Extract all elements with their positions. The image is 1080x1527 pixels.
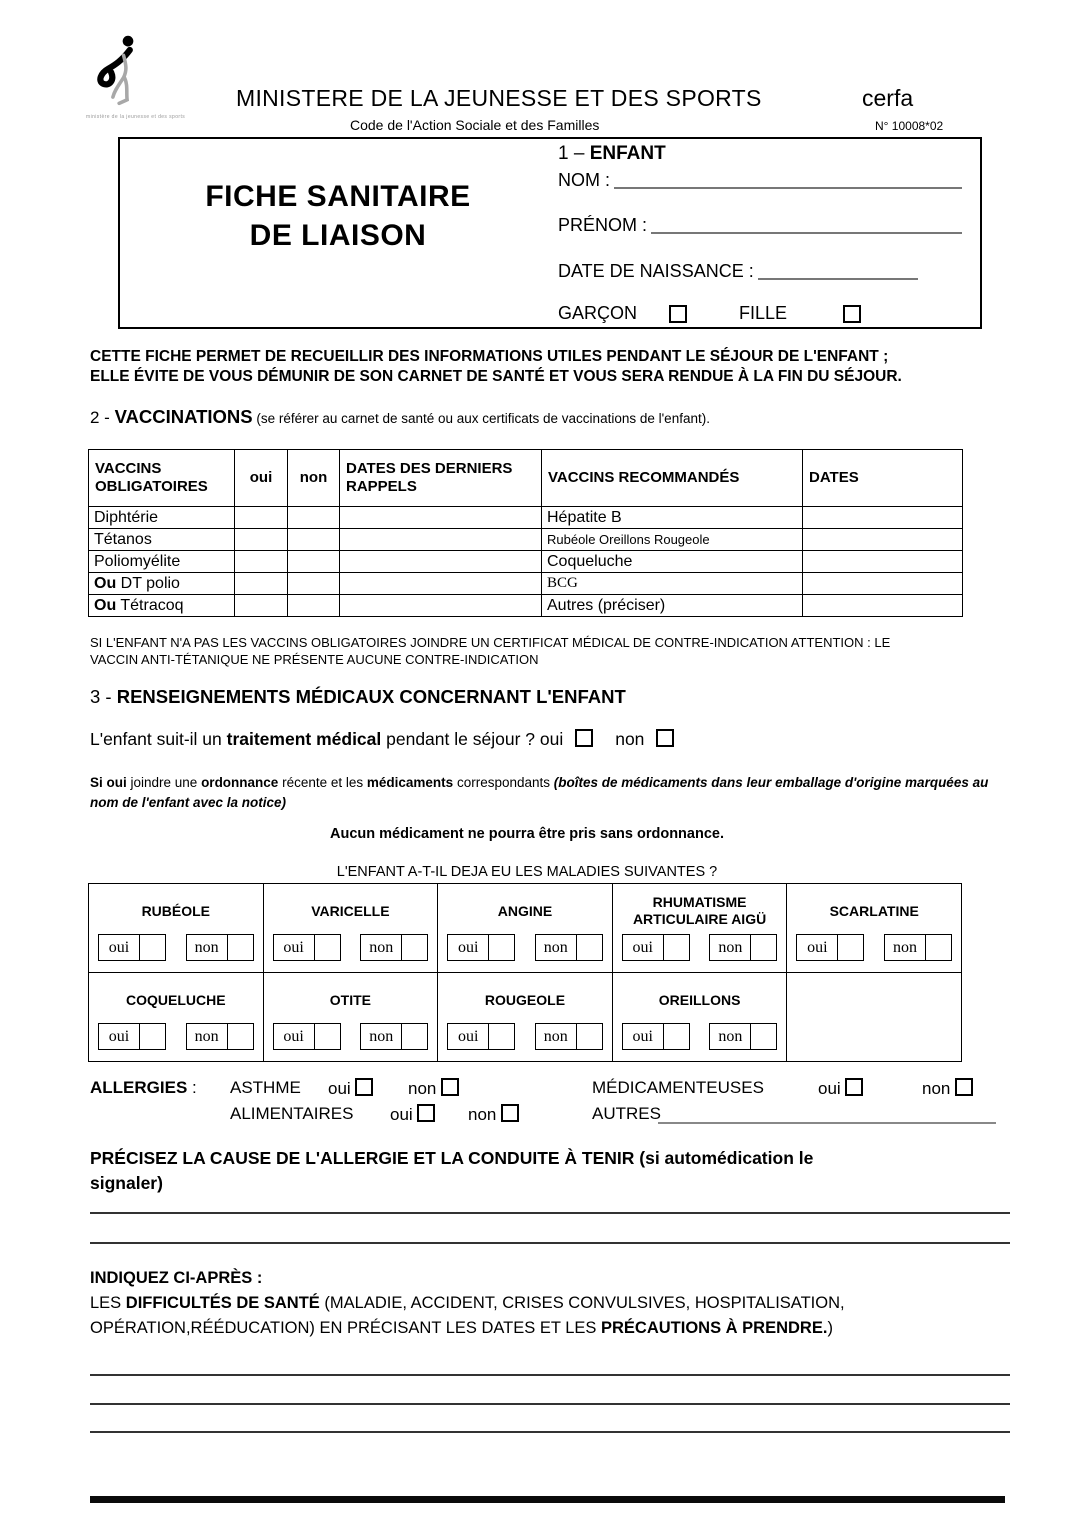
- q-bold: traitement médical: [226, 729, 382, 749]
- date-naissance-label: DATE DE NAISSANCE :: [558, 261, 754, 281]
- oui-box[interactable]: [140, 935, 165, 960]
- non-label: non: [361, 1024, 402, 1049]
- maladie-label: RHUMATISME ARTICULAIRE AIGÜ: [632, 894, 767, 927]
- vacc-name: [89, 573, 235, 595]
- alimentaires-non: [468, 1104, 519, 1125]
- oui-label: oui: [390, 1105, 413, 1124]
- non-box[interactable]: [228, 935, 253, 960]
- vacc-label: DT polio: [116, 574, 180, 592]
- ou-prefix: Ou: [94, 574, 117, 592]
- maladie-cell-coqueluche: [89, 973, 264, 1062]
- allergies-bold: ALLERGIES: [90, 1078, 188, 1097]
- enfant-box: [118, 137, 982, 329]
- ou-prefix: Ou: [94, 596, 117, 614]
- vacc-label: Tétracoq: [116, 596, 184, 614]
- maladie-label: OTITE: [329, 991, 371, 1008]
- non-label: non: [187, 935, 228, 960]
- vacc-non-cell[interactable]: [288, 529, 340, 551]
- non-widget[interactable]: [360, 934, 428, 961]
- vacc-rappel-cell[interactable]: [340, 573, 542, 595]
- non-box[interactable]: [402, 1024, 427, 1049]
- form-title: [128, 177, 548, 255]
- intro-line1: CETTE FICHE PERMET DE RECUEILLIR DES INFORMATIONS UTILES PENDANT LE SÉJOUR DE L'ENFANT ;: [90, 348, 889, 365]
- nom-field: [558, 170, 962, 191]
- si-oui-paragraph: [90, 773, 1000, 813]
- maladies-question: L'ENFANT A-T-IL DEJA EU LES MALADIES SUIVANTES ?: [336, 864, 718, 880]
- maladies-table: [88, 883, 962, 1062]
- non-label: non: [710, 1024, 751, 1049]
- non-box[interactable]: [228, 1024, 253, 1049]
- non-label: non: [361, 935, 402, 960]
- vacc-oui-cell[interactable]: [235, 573, 288, 595]
- oui-label: oui: [623, 935, 664, 960]
- medicamenteuses-label: MÉDICAMENTEUSES: [592, 1078, 764, 1097]
- vacc-non-cell[interactable]: [288, 551, 340, 573]
- alimentaires-oui: [390, 1104, 435, 1125]
- warning-line1: SI L'ENFANT N'A PAS LES VACCINS OBLIGATOIRES JOINDRE UN CERTIFICAT MÉDICAL DE CONTRE-INDICATION ATTENTION : LE: [90, 635, 891, 650]
- maladie-cell-oreillons: [612, 973, 787, 1062]
- indiquez-line1: [90, 1266, 1030, 1291]
- asthme-label: ASTHME: [230, 1078, 301, 1097]
- q-text: L'enfant suit-il un: [90, 729, 227, 749]
- fille-checkbox[interactable]: [843, 305, 861, 323]
- vacc-name: [89, 507, 235, 529]
- allergies-line1: [90, 1078, 1025, 1102]
- ministry-title: MINISTERE DE LA JEUNESSE ET DES SPORTS: [236, 85, 762, 111]
- vacc-oui-cell[interactable]: [235, 529, 288, 551]
- write-line[interactable]: [90, 1403, 1010, 1405]
- oui-box[interactable]: [489, 935, 514, 960]
- fille-label: FILLE: [739, 303, 788, 323]
- date-naissance-field: [558, 261, 962, 282]
- vacc-non-cell[interactable]: [288, 507, 340, 529]
- col-oui: oui: [235, 450, 288, 507]
- maladie-label: OREILLONS: [658, 991, 741, 1008]
- oui-label: oui: [623, 1024, 664, 1049]
- vacc-reco-date-cell[interactable]: [803, 507, 963, 529]
- ministry-logo-icon: [90, 34, 150, 114]
- section3-heading: [90, 686, 626, 708]
- vacc-row-dtpolio: [89, 573, 963, 595]
- precisez-heading: [90, 1146, 1020, 1196]
- gender-row: [558, 303, 861, 324]
- indiquez-line3: [90, 1316, 1030, 1341]
- oui-label: oui: [328, 1079, 351, 1098]
- code-subtitle: Code de l'Action Sociale et des Familles: [350, 117, 600, 133]
- col-dates: DATES: [803, 450, 963, 507]
- maladie-label: SCARLATINE: [829, 902, 919, 919]
- prenom-input[interactable]: [651, 232, 962, 234]
- col-vaccins-recommandes: VACCINS RECOMMANDÉS: [542, 450, 803, 507]
- vacc-oui-cell[interactable]: [235, 507, 288, 529]
- non-box[interactable]: [926, 935, 951, 960]
- vacc-name: [89, 529, 235, 551]
- cerfa-number: N° 10008*02: [875, 119, 944, 133]
- maladie-cell-rhumatisme: [612, 884, 787, 973]
- oui-box[interactable]: [140, 1024, 165, 1049]
- vacc-reco: Hépatite B: [542, 507, 803, 529]
- oui-widget[interactable]: [98, 1023, 166, 1050]
- nom-label: NOM :: [558, 170, 610, 190]
- oui-label: oui: [448, 935, 489, 960]
- vacc-rappel-cell[interactable]: [340, 551, 542, 573]
- maladie-label: VARICELLE: [311, 902, 390, 919]
- oui-widget[interactable]: [447, 1023, 515, 1050]
- traitement-question: [90, 729, 674, 750]
- vacc-non-cell[interactable]: [288, 573, 340, 595]
- maladies-row1: [89, 884, 962, 973]
- intro-line2: ELLE ÉVITE DE VOUS DÉMUNIR DE SON CARNET DE SANTÉ ET VOUS SERA RENDUE À LA FIN DU SÉJOUR.: [90, 368, 902, 385]
- maladie-cell-angine: [438, 884, 613, 973]
- logo-caption: ministère de la jeunesse et des sports: [86, 114, 186, 120]
- section3-label: RENSEIGNEMENTS MÉDICAUX CONCERNANT L'ENFANT: [116, 686, 626, 707]
- non-widget[interactable]: [709, 934, 777, 961]
- col-dates-rappels: DATES DES DERNIERS RAPPELS: [340, 450, 542, 507]
- precautions-bold: PRÉCAUTIONS À PRENDRE.: [601, 1319, 828, 1337]
- non-label: non: [536, 1024, 577, 1049]
- garcon-checkbox[interactable]: [669, 305, 687, 323]
- medicamenteuses-non-checkbox[interactable]: [955, 1078, 973, 1096]
- oui-box[interactable]: [489, 1024, 514, 1049]
- oui-widget[interactable]: [622, 1023, 690, 1050]
- autres-input[interactable]: [658, 1122, 996, 1124]
- asthme-oui-checkbox[interactable]: [355, 1078, 373, 1096]
- indiquez-bold: INDIQUEZ CI-APRÈS :: [90, 1269, 263, 1287]
- non-label: non: [536, 935, 577, 960]
- allergies-title: [90, 1078, 197, 1098]
- oui-widget[interactable]: [273, 1023, 341, 1050]
- allergies-line2: [90, 1104, 1025, 1128]
- non-box[interactable]: [577, 935, 602, 960]
- vacc-name: [89, 595, 235, 617]
- vacc-oui-cell[interactable]: [235, 551, 288, 573]
- non-widget[interactable]: [884, 934, 952, 961]
- non-label: non: [408, 1079, 437, 1098]
- non-widget[interactable]: [535, 1023, 603, 1050]
- colon: :: [187, 1078, 197, 1097]
- oui-label: oui: [99, 935, 140, 960]
- non-box[interactable]: [751, 935, 776, 960]
- non-label: non: [187, 1024, 228, 1049]
- section3-number: 3 -: [90, 686, 117, 707]
- vacc-reco: BCG: [542, 573, 803, 595]
- section2-label: VACCINATIONS: [114, 406, 253, 427]
- oui-widget[interactable]: [447, 934, 515, 961]
- non-label: non: [710, 935, 751, 960]
- vacc-row-tetanos: [89, 529, 963, 551]
- asthme-non-checkbox[interactable]: [441, 1078, 459, 1096]
- vacc-reco: Coqueluche: [542, 551, 803, 573]
- maladie-label: ROUGEOLE: [484, 991, 566, 1008]
- oui-widget[interactable]: [622, 934, 690, 961]
- oui-widget[interactable]: [796, 934, 864, 961]
- precisez-line1: PRÉCISEZ LA CAUSE DE L'ALLERGIE ET LA CONDUITE À TENIR (si automédication le: [90, 1148, 814, 1168]
- maladie-label: ANGINE: [497, 902, 553, 919]
- seg: (MALADIE, ACCIDENT, CRISES CONVULSIVES, HOSPITALISATION,: [319, 1294, 845, 1312]
- autres-label: AUTRES: [592, 1104, 661, 1123]
- col-vaccins-obligatoires: VACCINS OBLIGATOIRES: [89, 450, 235, 507]
- vaccinations-table: [88, 449, 963, 617]
- garcon-label: GARÇON: [558, 303, 638, 323]
- form-title-line1: FICHE SANITAIRE: [205, 180, 471, 213]
- vacc-name: [89, 551, 235, 573]
- intro-paragraph: [90, 347, 1030, 387]
- vacc-rappel-cell[interactable]: [340, 507, 542, 529]
- non-box[interactable]: [751, 1024, 776, 1049]
- vacc-non-cell[interactable]: [288, 595, 340, 617]
- medicamenteuses-oui: [818, 1078, 863, 1099]
- section2-number: 2 -: [90, 408, 115, 427]
- non-box[interactable]: [402, 935, 427, 960]
- medicamenteuses-non: [922, 1078, 973, 1099]
- aucun-medicament-note: Aucun médicament ne pourra être pris sans ordonnance.: [329, 826, 724, 842]
- vacc-label: Tétanos: [94, 530, 152, 548]
- non-widget[interactable]: [186, 1023, 254, 1050]
- indiquez-line2: [90, 1291, 1030, 1316]
- seg: ): [827, 1319, 833, 1337]
- vacc-reco-date-cell[interactable]: [803, 595, 963, 617]
- q-non-label: non: [615, 729, 645, 749]
- oui-box[interactable]: [838, 935, 863, 960]
- alimentaires-oui-checkbox[interactable]: [417, 1104, 435, 1122]
- vacc-reco: Autres (préciser): [542, 595, 803, 617]
- oui-label: oui: [274, 1024, 315, 1049]
- maladie-cell-scarlatine: [787, 884, 962, 973]
- non-widget[interactable]: [360, 1023, 428, 1050]
- vacc-rappel-cell[interactable]: [340, 595, 542, 617]
- maladies-row2: [89, 973, 962, 1062]
- boites-italic: (boîtes de médicaments dans leur emballage d'origine marquées au nom de l'enfant avec la notice): [90, 775, 989, 810]
- oui-box[interactable]: [315, 1024, 340, 1049]
- warning-line2: VACCIN ANTI-TÉTANIQUE NE PRÉSENTE AUCUNE CONTRE-INDICATION: [90, 652, 539, 667]
- oui-widget[interactable]: [273, 934, 341, 961]
- non-widget[interactable]: [709, 1023, 777, 1050]
- seg: LES: [90, 1294, 126, 1312]
- asthme-non: [408, 1078, 459, 1099]
- vacc-reco: Rubéole Oreillons Rougeole: [542, 529, 803, 551]
- vacc-row-diphterie: [89, 507, 963, 529]
- cerfa-label: cerfa: [862, 85, 914, 111]
- write-line[interactable]: [90, 1431, 1010, 1433]
- section2-note: (se référer au carnet de santé ou aux certificats de vaccinations de l'enfant).: [252, 411, 710, 426]
- maladie-label: RUBÉOLE: [141, 902, 211, 919]
- vacc-rappel-cell[interactable]: [340, 529, 542, 551]
- seg: récente et les: [278, 775, 367, 790]
- maladie-cell-empty: [787, 973, 962, 1062]
- prenom-field: [558, 215, 962, 236]
- vacc-row-tetracoq: [89, 595, 963, 617]
- traitement-oui-checkbox[interactable]: [575, 729, 593, 747]
- vacc-label: Poliomyélite: [94, 552, 181, 570]
- vacc-header-row: [89, 450, 963, 507]
- q-text2: pendant le séjour ? oui: [381, 729, 564, 749]
- section1-label: ENFANT: [589, 143, 666, 164]
- nom-input[interactable]: [614, 187, 962, 189]
- non-widget[interactable]: [186, 934, 254, 961]
- maladie-label: COQUELUCHE: [126, 991, 226, 1008]
- oui-label: oui: [448, 1024, 489, 1049]
- medicamenteuses-oui-checkbox[interactable]: [845, 1078, 863, 1096]
- oui-label: oui: [818, 1079, 841, 1098]
- non-widget[interactable]: [535, 934, 603, 961]
- oui-box[interactable]: [664, 935, 689, 960]
- write-line[interactable]: [90, 1374, 1010, 1376]
- section1-number: 1 –: [558, 143, 590, 164]
- maladie-cell-varicelle: [263, 884, 438, 973]
- maladie-cell-rubeole: [89, 884, 264, 973]
- col-non: non: [288, 450, 340, 507]
- seg: joindre une: [126, 775, 202, 790]
- medicaments-bold: médicaments: [366, 775, 454, 790]
- oui-label: oui: [274, 935, 315, 960]
- si-oui-bold: Si oui: [90, 775, 127, 790]
- seg: correspondants: [453, 775, 554, 790]
- vacc-label: Diphtérie: [94, 508, 159, 526]
- vacc-reco-date-cell[interactable]: [803, 573, 963, 595]
- page-divider-bar: [90, 1496, 1005, 1503]
- vacc-reco-date-cell[interactable]: [803, 529, 963, 551]
- asthme-oui: [328, 1078, 373, 1099]
- maladie-cell-otite: [263, 973, 438, 1062]
- seg: OPÉRATION,RÉÉDUCATION) EN PRÉCISANT LES DATES ET LES: [90, 1319, 601, 1337]
- write-line[interactable]: [90, 1242, 1010, 1244]
- section2-heading: [90, 406, 710, 428]
- non-label: non: [922, 1079, 951, 1098]
- oui-box[interactable]: [315, 935, 340, 960]
- date-naissance-input[interactable]: [758, 278, 918, 280]
- alimentaires-non-checkbox[interactable]: [501, 1104, 519, 1122]
- oui-widget[interactable]: [98, 934, 166, 961]
- precisez-line2: signaler): [90, 1173, 163, 1193]
- oui-box[interactable]: [664, 1024, 689, 1049]
- traitement-non-checkbox[interactable]: [656, 729, 674, 747]
- vaccination-warning: [90, 634, 1030, 668]
- non-box[interactable]: [577, 1024, 602, 1049]
- vacc-row-poliomyelite: [89, 551, 963, 573]
- maladie-cell-rougeole: [438, 973, 613, 1062]
- vacc-reco-date-cell[interactable]: [803, 551, 963, 573]
- oui-label: oui: [797, 935, 838, 960]
- indiquez-paragraph: [90, 1266, 1030, 1341]
- vacc-oui-cell[interactable]: [235, 595, 288, 617]
- form-title-line2: DE LIAISON: [249, 219, 427, 252]
- prenom-label: PRÉNOM :: [558, 215, 648, 235]
- non-label: non: [468, 1105, 497, 1124]
- write-line[interactable]: [90, 1212, 1010, 1214]
- non-label: non: [885, 935, 926, 960]
- section1-heading: [558, 143, 666, 165]
- difficultes-bold: DIFFICULTÉS DE SANTÉ: [125, 1294, 320, 1312]
- alimentaires-label: ALIMENTAIRES: [230, 1104, 354, 1123]
- oui-label: oui: [99, 1024, 140, 1049]
- ordonnance-bold: ordonnance: [201, 775, 279, 790]
